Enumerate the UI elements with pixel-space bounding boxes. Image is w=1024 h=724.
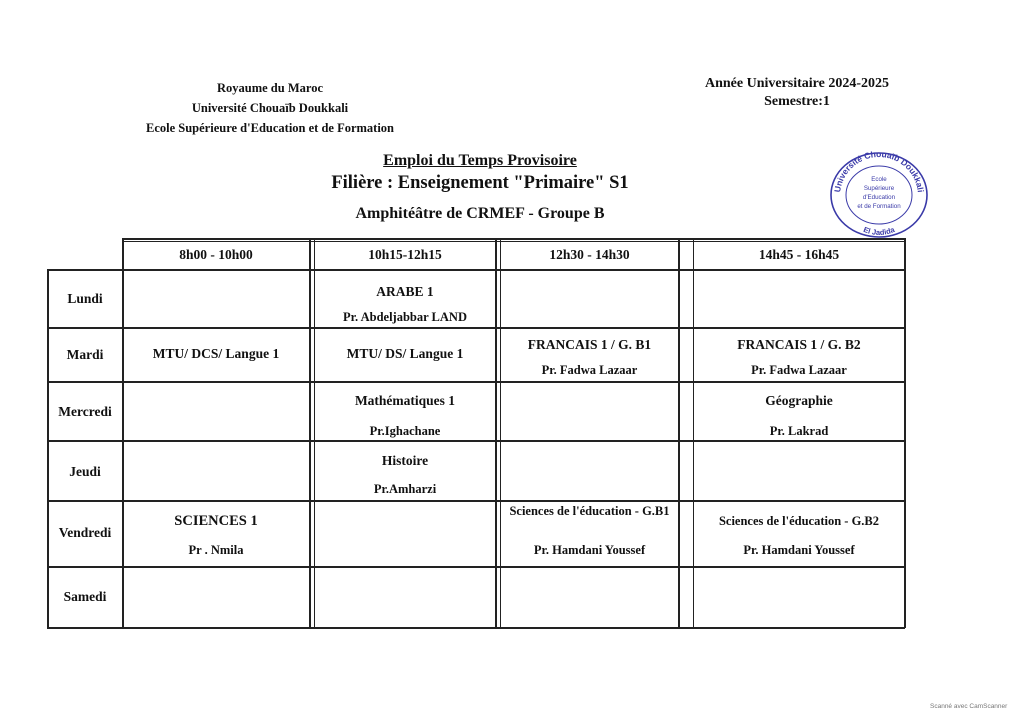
school-line: Ecole Supérieure d'Education et de Formation [145,121,395,135]
course-subject: SCIENCES 1 [174,513,258,529]
grid-line [47,627,905,629]
scanner-watermark: Scanné avec CamScanner [930,703,1008,710]
grid-line [47,440,905,442]
stamp-inner-line: et de Formation [857,203,901,210]
course-subject: MTU/ DCS/ Langue 1 [152,346,280,361]
course-subject: Sciences de l'éducation - G.B2 [718,514,880,528]
course-professor: Pr.Amharzi [373,482,437,496]
course-subject: Géographie [765,393,833,408]
location-group-title: Amphitéâtre de CRMEF - Groupe B [355,205,605,222]
grid-line [500,238,501,628]
kingdom-line: Royaume du Maroc [216,81,323,95]
course-subject: Mathématiques 1 [354,393,456,408]
day-label: Mercredi [58,404,112,419]
grid-line [47,269,49,628]
grid-line [47,500,905,502]
stamp-inner-line: d'Education [862,194,896,201]
grid-line [47,381,905,383]
day-label: Mardi [66,347,104,362]
time-slot-header: 8h00 - 10h00 [179,247,253,262]
course-professor: Pr. Hamdani Youssef [533,543,646,557]
time-slot-header: 14h45 - 16h45 [758,247,840,262]
grid-line [122,238,124,628]
document-title: Emploi du Temps Provisoire [383,152,577,169]
semester: Semestre:1 [764,94,830,109]
grid-line [122,238,905,240]
course-professor: Pr. Fadwa Lazaar [751,363,847,377]
grid-line [122,241,905,242]
grid-line [309,238,311,628]
grid-line [904,238,906,628]
day-label: Samedi [63,589,107,604]
stamp-inner-line: Ecole [871,176,887,183]
grid-line [495,238,497,628]
day-label: Lundi [67,291,103,306]
course-subject: FRANCAIS 1 / G. B1 [527,337,652,352]
time-slot-header: 10h15-12h15 [368,247,442,262]
stamp-outer-text: Université Chouaïb Doukkali [832,150,926,193]
course-professor: Pr.Ighachane [369,424,441,438]
course-professor: Pr. Lakrad [769,424,829,438]
course-subject: Sciences de l'éducation - G.B1 [509,504,670,518]
grid-line [678,238,680,628]
course-professor: Pr. Fadwa Lazaar [541,363,638,377]
stamp-city-text: El Jadida [862,224,896,237]
grid-line [47,269,905,271]
course-subject: ARABE 1 [376,284,434,299]
day-label: Vendredi [58,525,112,540]
course-subject: MTU/ DS/ Langue 1 [346,346,464,361]
time-slot-header: 12h30 - 14h30 [549,247,630,262]
course-subject: Histoire [381,453,429,468]
stamp-inner-line: Supérieure [863,185,895,192]
program-title: Filière : Enseignement "Primaire" S1 [331,173,629,193]
course-professor: Pr . Nmila [188,543,244,557]
day-label: Jeudi [69,464,101,479]
academic-year: Année Universitaire 2024-2025 [704,76,890,91]
grid-line [47,566,905,568]
grid-line [47,327,905,329]
course-professor: Pr. Hamdani Youssef [743,543,855,557]
course-professor: Pr. Abdeljabbar LAND [343,310,467,324]
university-line: Université Chouaïb Doukkali [191,101,349,115]
course-subject: FRANCAIS 1 / G. B2 [737,337,861,352]
